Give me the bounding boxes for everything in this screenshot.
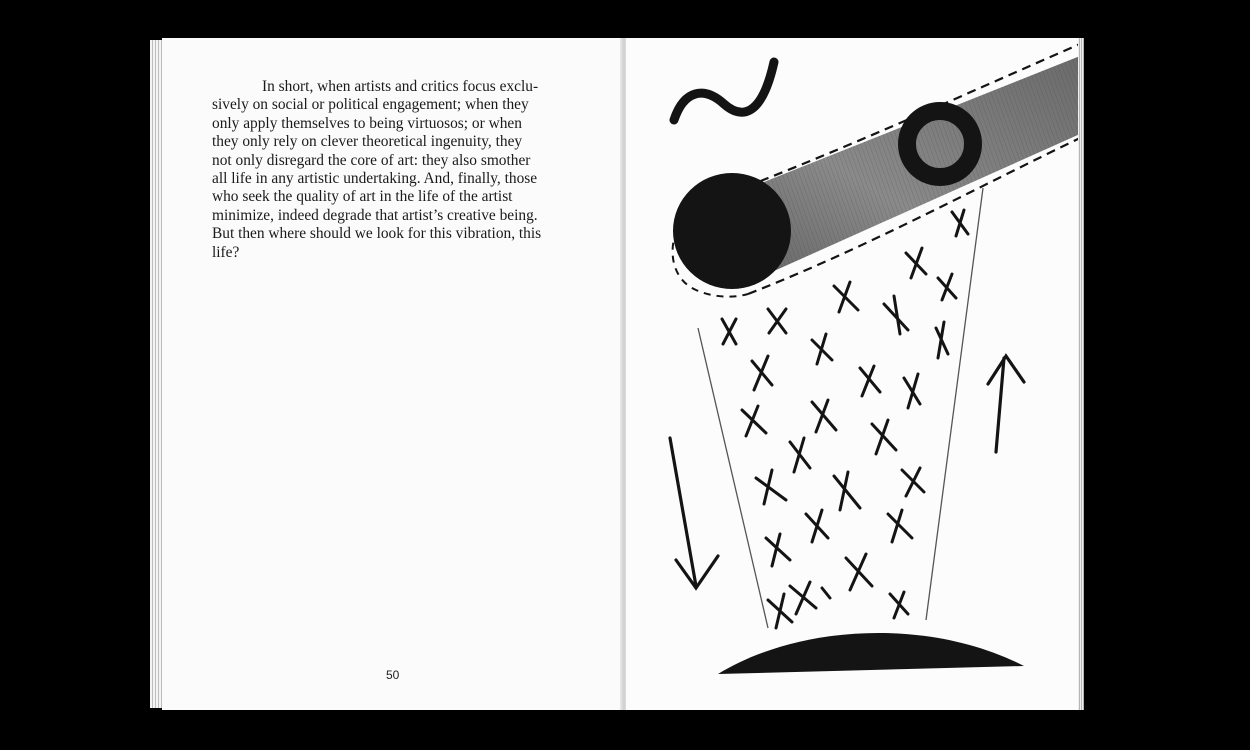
- text-line: In short, when artists and critics focus exclu-: [262, 78, 539, 95]
- ground-dome: [718, 633, 1024, 674]
- arrow-up-icon: [988, 356, 1024, 452]
- text-line: not only disregard the core of art: they also smother: [212, 151, 531, 169]
- body-paragraph: [212, 78, 584, 262]
- text-line: minimize, indeed degrade that artist’s creative being.: [212, 206, 538, 224]
- right-page: [626, 38, 1080, 710]
- open-book: [150, 38, 1084, 710]
- page-number: 50: [386, 668, 400, 682]
- text-line: But then where should we look for this vibration, this: [212, 225, 542, 243]
- text-line: they only rely on clever theoretical ingenuity, they: [212, 133, 523, 151]
- text-line: all life in any artistic undertaking. And, finally, those: [212, 170, 538, 188]
- falling-ball: [673, 173, 791, 289]
- text-line: only apply themselves to being virtuosos; or when: [212, 114, 522, 132]
- text-line: life?: [212, 243, 240, 261]
- left-page: [162, 38, 622, 710]
- illustration: [626, 38, 1080, 710]
- text-line: who seek the quality of art in the life of the artist: [212, 188, 513, 206]
- tilde-squiggle-icon: [674, 62, 774, 120]
- arrow-down-icon: [670, 438, 718, 588]
- text-line: sively on social or political engagement; when they: [212, 96, 529, 114]
- right-page-edge: [1078, 38, 1084, 710]
